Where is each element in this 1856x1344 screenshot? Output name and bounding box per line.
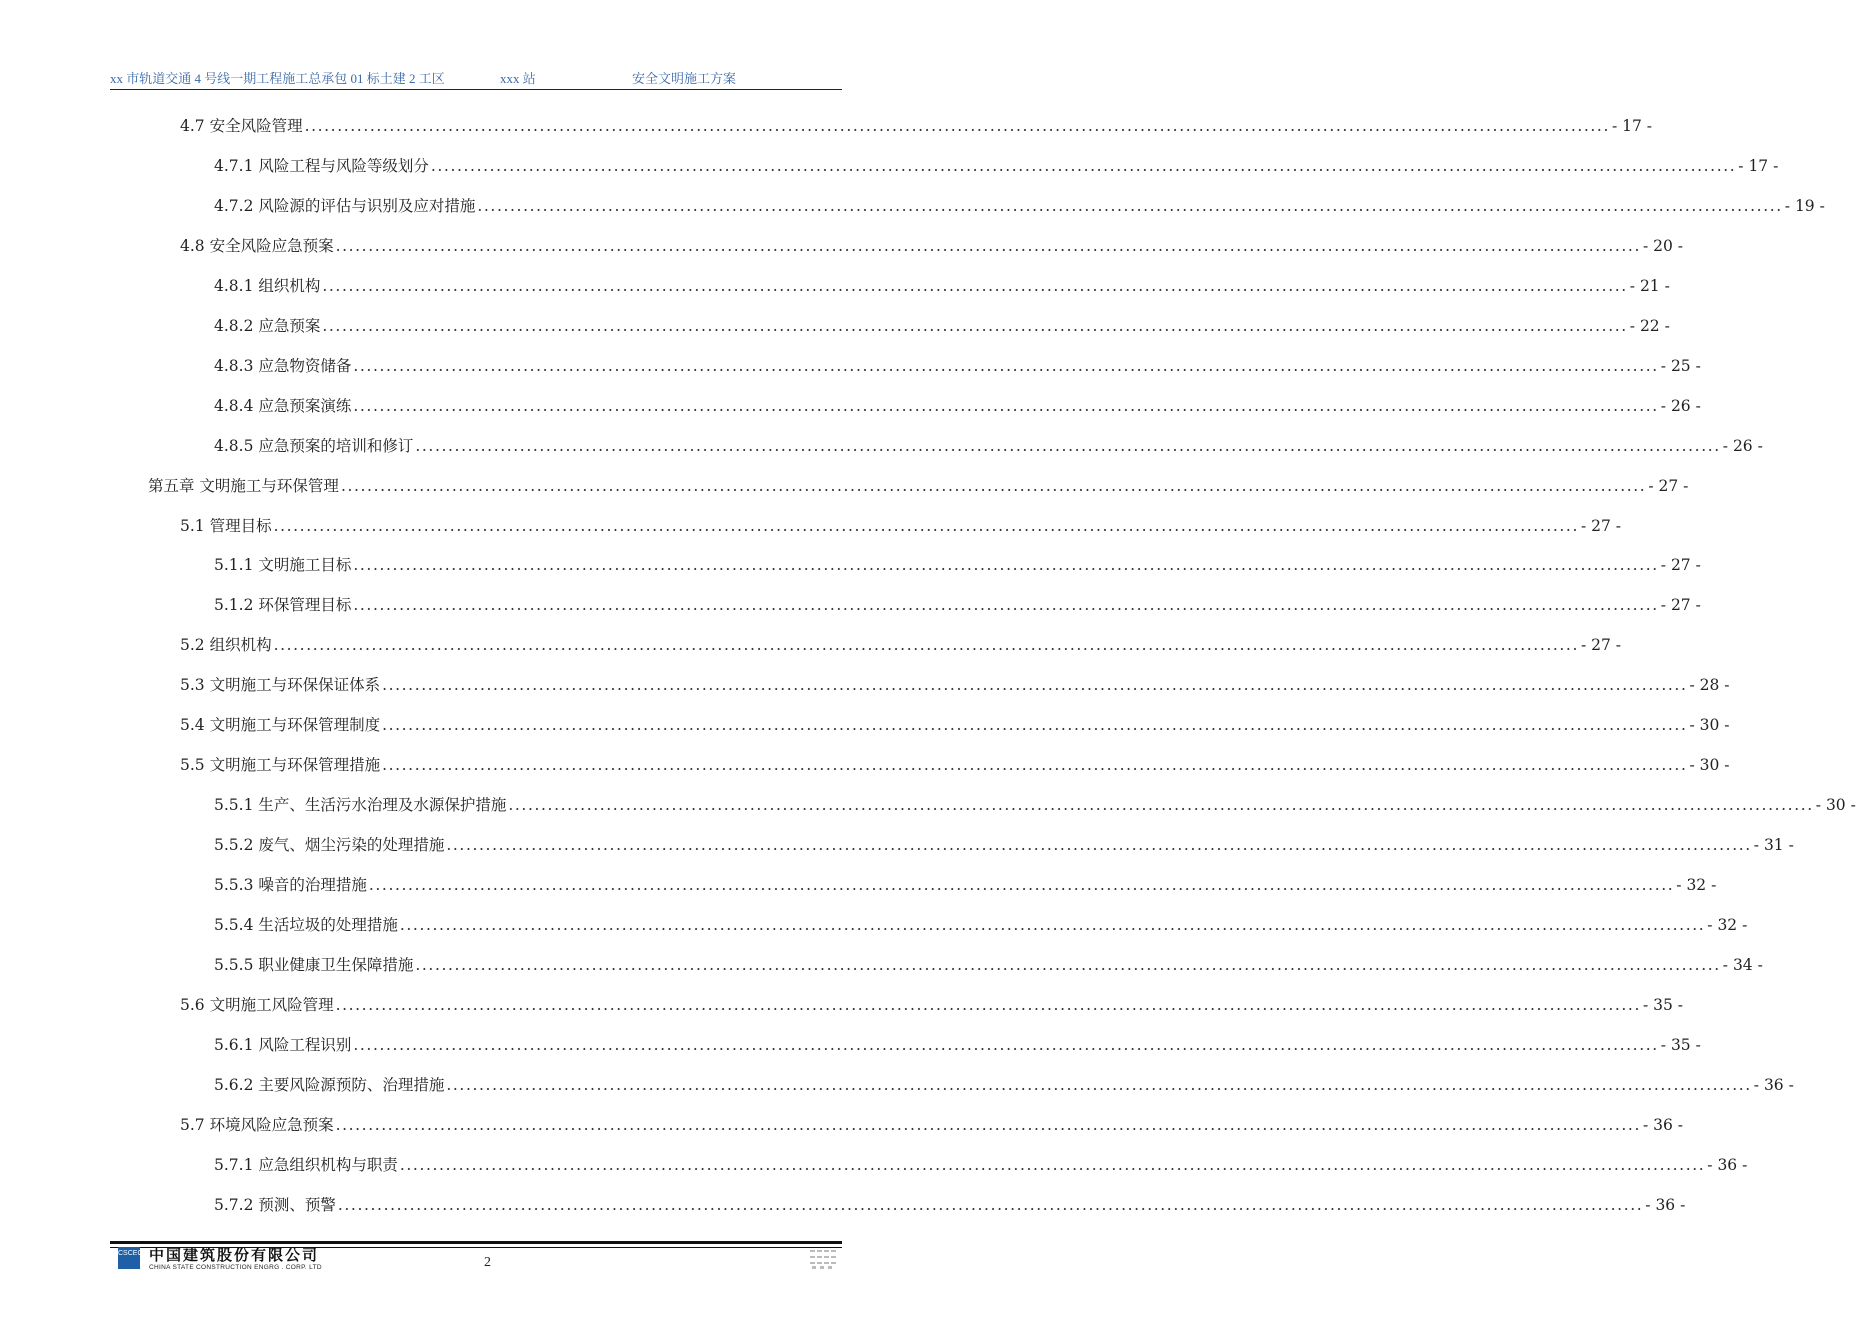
toc-entry-label: 4.7.2 风险源的评估与识别及应对措施 <box>214 196 476 215</box>
toc-entry[interactable] <box>214 154 1779 178</box>
toc-entry[interactable] <box>214 553 1701 577</box>
toc-entry[interactable] <box>214 793 1856 817</box>
toc-entry-label: 5.2 组织机构 <box>180 636 272 655</box>
toc-entry[interactable] <box>180 713 1730 737</box>
toc-entry[interactable] <box>214 434 1763 458</box>
page-number: 2 <box>484 1255 491 1270</box>
toc-entry-page: - 30 - <box>1815 796 1856 815</box>
toc-entry-page: - 27 - <box>1580 636 1622 655</box>
toc-entry[interactable] <box>180 1113 1684 1137</box>
toc-entry-page: - 20 - <box>1642 236 1684 255</box>
toc-entry-label: 5.5.5 职业健康卫生保障措施 <box>214 955 414 974</box>
toc-dot-leader: ........................................................................................................................................................................................................ <box>508 796 1814 815</box>
toc-entry-label: 5.7.1 应急组织机构与职责 <box>214 1155 398 1174</box>
toc-entry-label: 第五章 文明施工与环保管理 <box>148 476 339 495</box>
toc-dot-leader: ........................................................................................................................................................................................................ <box>335 1115 1641 1134</box>
toc-entry[interactable] <box>214 354 1701 378</box>
toc-entry[interactable] <box>214 913 1748 937</box>
toc-entry-page: - 19 - <box>1784 196 1825 215</box>
toc-entry-label: 5.3 文明施工与环保保证体系 <box>180 676 381 695</box>
toc-entry-label: 5.6.2 主要风险源预防、治理措施 <box>214 1075 445 1094</box>
toc-entry[interactable] <box>180 673 1730 697</box>
toc-entry-page: - 32 - <box>1676 876 1717 895</box>
toc-entry-page: - 25 - <box>1660 356 1701 375</box>
toc-dot-leader: ........................................................................................................................................................................................................ <box>399 1155 1706 1174</box>
toc-dot-leader: ........................................................................................................................................................................................................ <box>273 516 1579 535</box>
toc-entry-page: - 27 - <box>1580 516 1622 535</box>
toc-entry-label: 4.8.2 应急预案 <box>214 316 321 335</box>
toc-entry-label: 5.6.1 风险工程识别 <box>214 1035 352 1054</box>
toc-dot-leader: ........................................................................................................................................................................................................ <box>415 436 1721 455</box>
toc-dot-leader: ........................................................................................................................................................................................................ <box>382 676 1688 695</box>
toc-entry-page: - 17 - <box>1738 156 1779 175</box>
toc-dot-leader: ........................................................................................................................................................................................................ <box>353 1035 1659 1054</box>
toc-entry-label: 5.5 文明施工与环保管理措施 <box>180 756 381 775</box>
toc-entry-page: - 32 - <box>1707 916 1748 934</box>
toc-entry[interactable] <box>214 1073 1794 1097</box>
toc-entry-page: - 27 - <box>1660 556 1701 575</box>
toc-entry-page: - 35 - <box>1642 995 1684 1014</box>
toc-dot-leader: ........................................................................................................................................................................................................ <box>337 1195 1644 1214</box>
toc-dot-leader: ........................................................................................................................................................................................................ <box>340 476 1647 495</box>
toc-entry-page: - 17 - <box>1611 117 1653 135</box>
toc-entry-page: - 31 - <box>1753 836 1794 855</box>
toc-entry[interactable] <box>180 993 1684 1017</box>
toc-entry-label: 4.8.3 应急物资储备 <box>214 356 352 375</box>
toc-entry[interactable] <box>214 873 1717 897</box>
toc-dot-leader: ........................................................................................................................................................................................................ <box>322 276 1628 295</box>
toc-entry-page: - 30 - <box>1689 756 1730 775</box>
toc-entry-page: - 36 - <box>1642 1115 1684 1134</box>
toc-entry-label: 5.7.2 预测、预警 <box>214 1195 336 1214</box>
toc-entry-label: 5.1.2 环保管理目标 <box>214 596 352 615</box>
company-name-english: CHINA STATE CONSTRUCTION ENGRG . CORP. LTD <box>149 1264 322 1271</box>
toc-entry[interactable] <box>148 474 1689 498</box>
toc-entry-label: 4.7 安全风险管理 <box>180 117 303 135</box>
toc-entry[interactable] <box>214 394 1701 418</box>
toc-entry-label: 5.4 文明施工与环保管理制度 <box>180 716 381 735</box>
header-project-name: xx 市轨道交通 4 号线一期工程施工总承包 01 标土建 2 工区 <box>110 71 445 86</box>
toc-dot-leader: ........................................................................................................................................................................................................ <box>322 316 1628 335</box>
toc-entry[interactable] <box>214 833 1794 857</box>
company-logo: CSCEC <box>118 1247 140 1269</box>
toc-entry[interactable] <box>180 753 1730 777</box>
toc-entry-page: - 36 - <box>1707 1155 1748 1174</box>
toc-dot-leader: ........................................................................................................................................................................................................ <box>415 955 1721 974</box>
toc-dot-leader: ........................................................................................................................................................................................................ <box>353 396 1659 415</box>
toc-dot-leader: ........................................................................................................................................................................................................ <box>353 556 1659 575</box>
toc-dot-leader: ........................................................................................................................................................................................................ <box>273 636 1579 655</box>
toc-entry-label: 5.1 管理目标 <box>180 516 272 535</box>
toc-dot-leader: ........................................................................................................................................................................................................ <box>446 1075 1752 1094</box>
toc-entry-page: - 28 - <box>1689 676 1730 695</box>
toc-entry-label: 5.5.1 生产、生活污水治理及水源保护措施 <box>214 796 507 815</box>
toc-entry[interactable] <box>214 593 1701 617</box>
toc-entry-label: 4.8.1 组织机构 <box>214 276 321 295</box>
footer-watermark-icon <box>808 1248 840 1270</box>
toc-entry[interactable] <box>214 1153 1748 1177</box>
toc-entry[interactable] <box>214 1193 1686 1217</box>
toc-entry-page: - 36 - <box>1753 1075 1794 1094</box>
toc-entry-page: - 26 - <box>1722 436 1763 455</box>
toc-entry-label: 5.1.1 文明施工目标 <box>214 556 352 575</box>
toc-entry-page: - 35 - <box>1660 1035 1701 1054</box>
header-document-title: 安全文明施工方案 <box>632 71 737 86</box>
toc-dot-leader: ........................................................................................................................................................................................................ <box>368 876 1675 895</box>
toc-entry-label: 4.8.5 应急预案的培训和修订 <box>214 436 414 455</box>
toc-dot-leader: ........................................................................................................................................................................................................ <box>335 236 1641 255</box>
toc-entry[interactable] <box>180 114 1653 138</box>
toc-dot-leader: ........................................................................................................................................................................................................ <box>353 356 1659 375</box>
toc-entry-page: - 27 - <box>1660 596 1701 615</box>
toc-entry[interactable] <box>214 1033 1701 1057</box>
toc-entry-page: - 30 - <box>1689 716 1730 735</box>
toc-entry[interactable] <box>214 274 1670 298</box>
toc-entry-page: - 21 - <box>1629 276 1670 295</box>
toc-entry-page: - 22 - <box>1629 316 1670 335</box>
toc-entry[interactable] <box>214 314 1670 338</box>
toc-entry-label: 5.5.3 噪音的治理措施 <box>214 876 367 895</box>
toc-entry-page: - 34 - <box>1722 955 1763 974</box>
toc-entry-label: 4.7.1 风险工程与风险等级划分 <box>214 156 429 175</box>
toc-entry-label: 4.8.4 应急预案演练 <box>214 396 352 415</box>
header-rule <box>110 89 842 90</box>
toc-entry[interactable] <box>180 234 1684 258</box>
toc-entry-page: - 27 - <box>1648 476 1689 495</box>
toc-entry-label: 5.6 文明施工风险管理 <box>180 995 334 1014</box>
toc-dot-leader: ........................................................................................................................................................................................................ <box>477 196 1783 215</box>
toc-entry-label: 4.8 安全风险应急预案 <box>180 236 334 255</box>
toc-dot-leader: ........................................................................................................................................................................................................ <box>399 916 1706 934</box>
toc-entry[interactable] <box>214 194 1825 218</box>
toc-dot-leader: ........................................................................................................................................................................................................ <box>353 596 1659 615</box>
toc-entry-label: 5.7 环境风险应急预案 <box>180 1115 334 1134</box>
toc-entry-page: - 36 - <box>1645 1195 1686 1214</box>
toc-entry[interactable] <box>180 514 1622 538</box>
page-header <box>110 68 842 88</box>
toc-entry-page: - 26 - <box>1660 396 1701 415</box>
toc-dot-leader: ........................................................................................................................................................................................................ <box>382 756 1688 775</box>
toc-entry-label: 5.5.4 生活垃圾的处理措施 <box>214 916 398 934</box>
toc-dot-leader: ........................................................................................................................................................................................................ <box>304 117 1610 135</box>
toc-dot-leader: ........................................................................................................................................................................................................ <box>335 995 1641 1014</box>
toc-dot-leader: ........................................................................................................................................................................................................ <box>446 836 1752 855</box>
toc-entry[interactable] <box>180 633 1622 657</box>
toc-entry-label: 5.5.2 废气、烟尘污染的处理措施 <box>214 836 445 855</box>
toc-entry[interactable] <box>214 953 1763 977</box>
header-station-name: xxx 站 <box>500 71 536 86</box>
company-name-chinese: 中国建筑股份有限公司 <box>149 1246 320 1264</box>
toc-dot-leader: ........................................................................................................................................................................................................ <box>430 156 1737 175</box>
toc-dot-leader: ........................................................................................................................................................................................................ <box>382 716 1688 735</box>
